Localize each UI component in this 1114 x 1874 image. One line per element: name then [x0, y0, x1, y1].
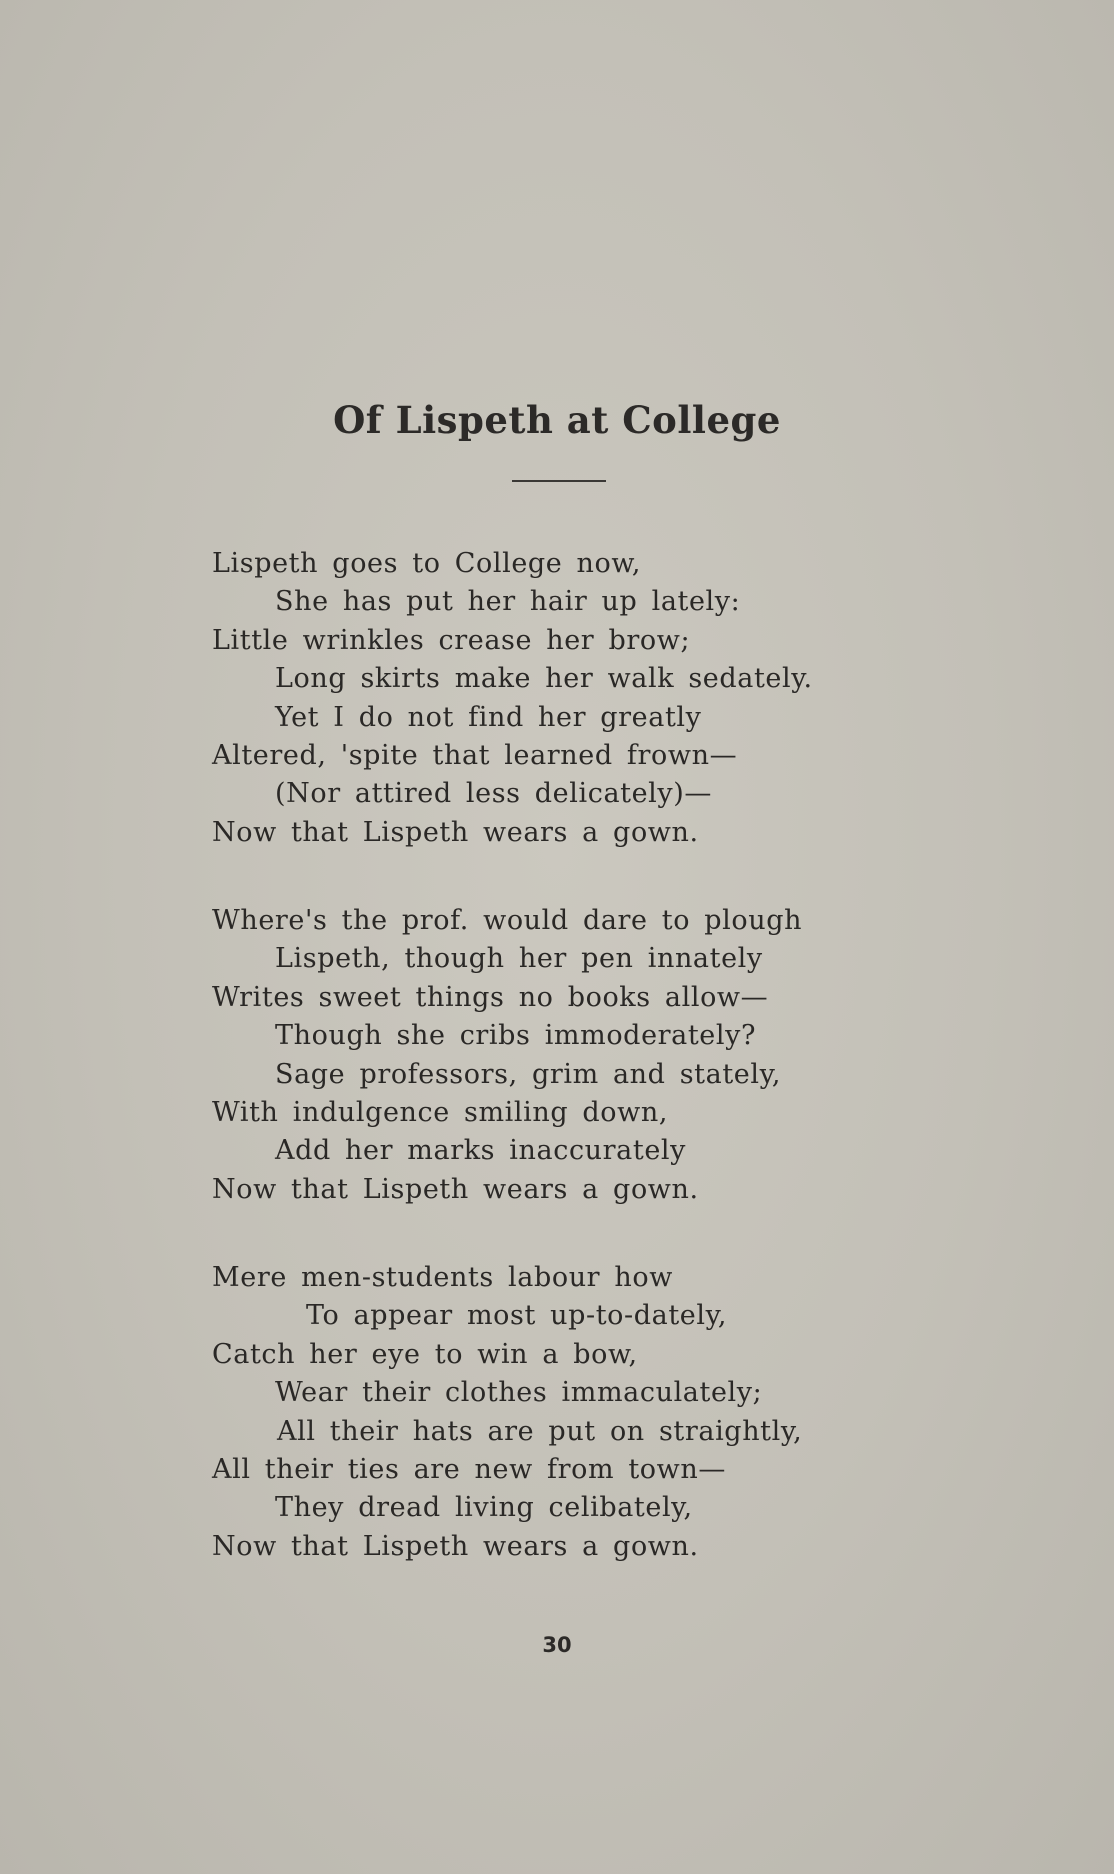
poem-line: Long skirts make her walk sedately.	[275, 663, 813, 694]
poem-line: With indulgence smiling down,	[212, 1097, 669, 1128]
poem-line: Add her marks inaccurately	[275, 1135, 686, 1166]
poem-line: Writes sweet things no books allow—	[212, 982, 769, 1013]
poem-line: Sage professors, grim and stately,	[275, 1059, 782, 1090]
poem-line: Mere men-students labour how	[212, 1262, 673, 1293]
page-number: 30	[542, 1633, 572, 1657]
poem-line: Altered, 'spite that learned frown—	[212, 740, 738, 771]
poem-line: Lispeth goes to College now,	[212, 548, 642, 579]
poem-title: Of Lispeth at College	[333, 398, 781, 442]
poem-line: Now that Lispeth wears a gown.	[212, 1531, 699, 1562]
poem-line: Catch her eye to win a bow,	[212, 1339, 638, 1370]
poem-line: Though she cribs immoderately?	[275, 1020, 757, 1051]
poem-line: Yet I do not find her greatly	[275, 702, 702, 733]
poem-line: Wear their clothes immaculately;	[275, 1377, 763, 1408]
poem-line: Now that Lispeth wears a gown.	[212, 817, 699, 848]
poem-line: They dread living celibately,	[275, 1492, 693, 1523]
poem-line: Where's the prof. would dare to plough	[212, 905, 803, 936]
poem-line: Little wrinkles crease her brow;	[212, 625, 691, 656]
poem-line: To appear most up-to-dately,	[306, 1300, 728, 1331]
poem-line: All their ties are new from town—	[212, 1454, 726, 1485]
poem-line: She has put her hair up lately:	[275, 586, 741, 617]
poem-line: All their hats are put on straightly,	[277, 1416, 803, 1447]
title-divider	[512, 480, 606, 482]
poem-line: (Nor attired less delicately)—	[275, 778, 712, 809]
poem-line: Lispeth, though her pen innately	[275, 943, 763, 974]
poem-line: Now that Lispeth wears a gown.	[212, 1174, 699, 1205]
